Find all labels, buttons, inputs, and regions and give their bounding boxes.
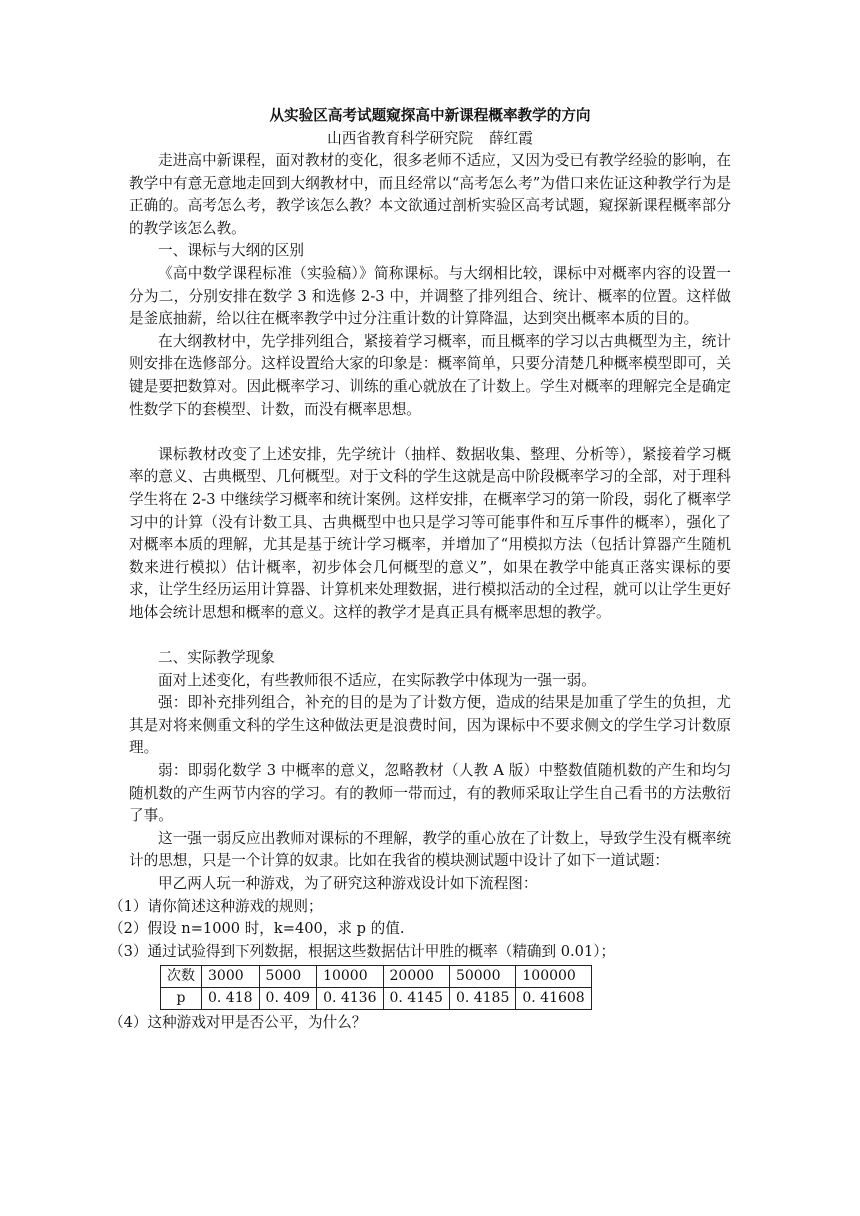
section2-paragraph-2: 强：即补充排列组合，补充的目的是为了计数方便，造成的结果是加重了学生的负担，尤其是对将来侧重文科的学生这种做法更是浪费时间，因为课标中不要求侧文的学生学习计数原理。 (129, 694, 731, 757)
question-3: （3）通过试验得到下列数据，根据这些数据估计甲胜的概率（精确到 0.01）； (109, 942, 616, 960)
question-intro: 甲乙两人玩一种游戏，为了研究这种游戏设计如下流程图： (158, 875, 538, 892)
author-institution: 山西省教育科学研究院 (327, 130, 474, 147)
table-cell: 0. 4185 (449, 988, 515, 1010)
table-cell: 20000 (383, 966, 449, 988)
table-cell: 0. 4145 (383, 988, 449, 1010)
section1-paragraph-1: 《高中数学课程标准（实验稿）》简称课标。与大纲相比较，课标中对概率内容的设置一分为二，分别安排在数学 3 和选修 2-3 中，并调整了排列组合、统计、概率的位置。这样做是釜底抽薪，给以往在概率教学中过分注重计数的计算降温，达到突出概率本质的目的。 (129, 264, 731, 328)
section1-paragraph-2: 在大纲教材中，先学排列组合，紧接着学习概率，而且概率的学习以古典概型为主，统计则安排在选修部分。这样设置给大家的印象是：概率简单，只要分清楚几种概率模型即可，关键是要把数算对。因此概率学习、训练的重心就放在了计数上。学生对概率的理解完全是确定性数学下的套模型、计数，而没有概率思想。 (129, 332, 731, 418)
blank-line (129, 421, 731, 444)
table-cell: 0. 4136 (317, 988, 383, 1010)
table-cell: 5000 (259, 966, 317, 988)
table-cell: 0. 41608 (516, 988, 591, 1010)
table-cell: 100000 (516, 966, 591, 988)
data-table (160, 965, 592, 1010)
blank-line (129, 624, 731, 647)
document-page (109, 104, 731, 1035)
section2-paragraph-4: 这一强一弱反应出教师对课标的不理解，教学的重心放在了计数上，导致学生没有概率统计的思想，只是一个计算的奴隶。比如在我省的模块测试题中设计了如下一道试题： (129, 829, 731, 870)
table-cell: 10000 (317, 966, 383, 988)
question-1: （1）请你简述这种游戏的规则； (109, 897, 323, 915)
table-cell: 50000 (449, 966, 515, 988)
byline (129, 127, 731, 150)
section1-paragraph-3: 课标教材改变了上述安排，先学统计（抽样、数据收集、整理、分析等），紧接着学习概率的意义、古典概型、几何概型。对于文科的学生这就是高中阶段概率学习的全部，对于理科学生将在 2-3 中继续学习概率和统计案例。这样安排，在概率学习的第一阶段，弱化了概率学习中的计算（没有计数工具、古典概型中也只是学习等可能事件和互斥事件的概率），强化了对概率本质的理解，尤其是基于统计学习概率，并增加了“用模拟方法（包括计算器产生随机数来进行模拟）估计概率，初步体会几何概型的意义”，如果在教学中能真正落实课标的要求，让学生经历运用计算器、计算机来处理数据，进行模拟活动的全过程，就可以让学生更好地体会统计思想和概率的意义。这样的教学才是真正具有概率思想的教学。 (129, 445, 731, 621)
section2-paragraph-3: 弱：即弱化数学 3 中概率的意义，忽略教材（人教 A 版）中整数值随机数的产生和均匀随机数的产生两节内容的学习。有的教师一带而过，有的教师采取让学生自己看书的方法敷衍了事。 (129, 762, 731, 825)
section-heading-1: 一、课标与大纲的区别 (158, 242, 304, 260)
section2-paragraph-1: 面对上述变化，有些教师很不适应，在实际教学中体现为一强一弱。 (158, 671, 596, 689)
table-cell: 3000 (202, 966, 260, 988)
author-name: 薛红霞 (489, 130, 533, 147)
table-header-cell: p (161, 988, 202, 1010)
table-header-cell: 次数 (161, 966, 202, 988)
question-4: （4）这种游戏对甲是否公平，为什么？ (109, 1014, 367, 1032)
table-row (161, 966, 592, 988)
intro-paragraph: 走进高中新课程，面对教材的变化，很多老师不适应，又因为受已有教学经验的影响，在教学中有意无意地走回到大纲教材中，而且经常以“高考怎么考”为借口来佐证这种教学行为是正确的。高考怎么考，教学该怎么教？本文欲通过剖析实验区高考试题，窥探新课程概率部分的教学该怎么教。 (129, 152, 731, 237)
table-cell: 0. 409 (259, 988, 317, 1010)
section-heading-2: 二、实际教学现象 (158, 649, 275, 667)
table-cell: 0. 418 (202, 988, 260, 1010)
article-title: 从实验区高考试题窥探高中新课程概率教学的方向 (269, 107, 591, 124)
table-row (161, 988, 592, 1010)
question-2: （2）假设 n=1000 时，k=400，求 p 的值. (109, 920, 405, 938)
